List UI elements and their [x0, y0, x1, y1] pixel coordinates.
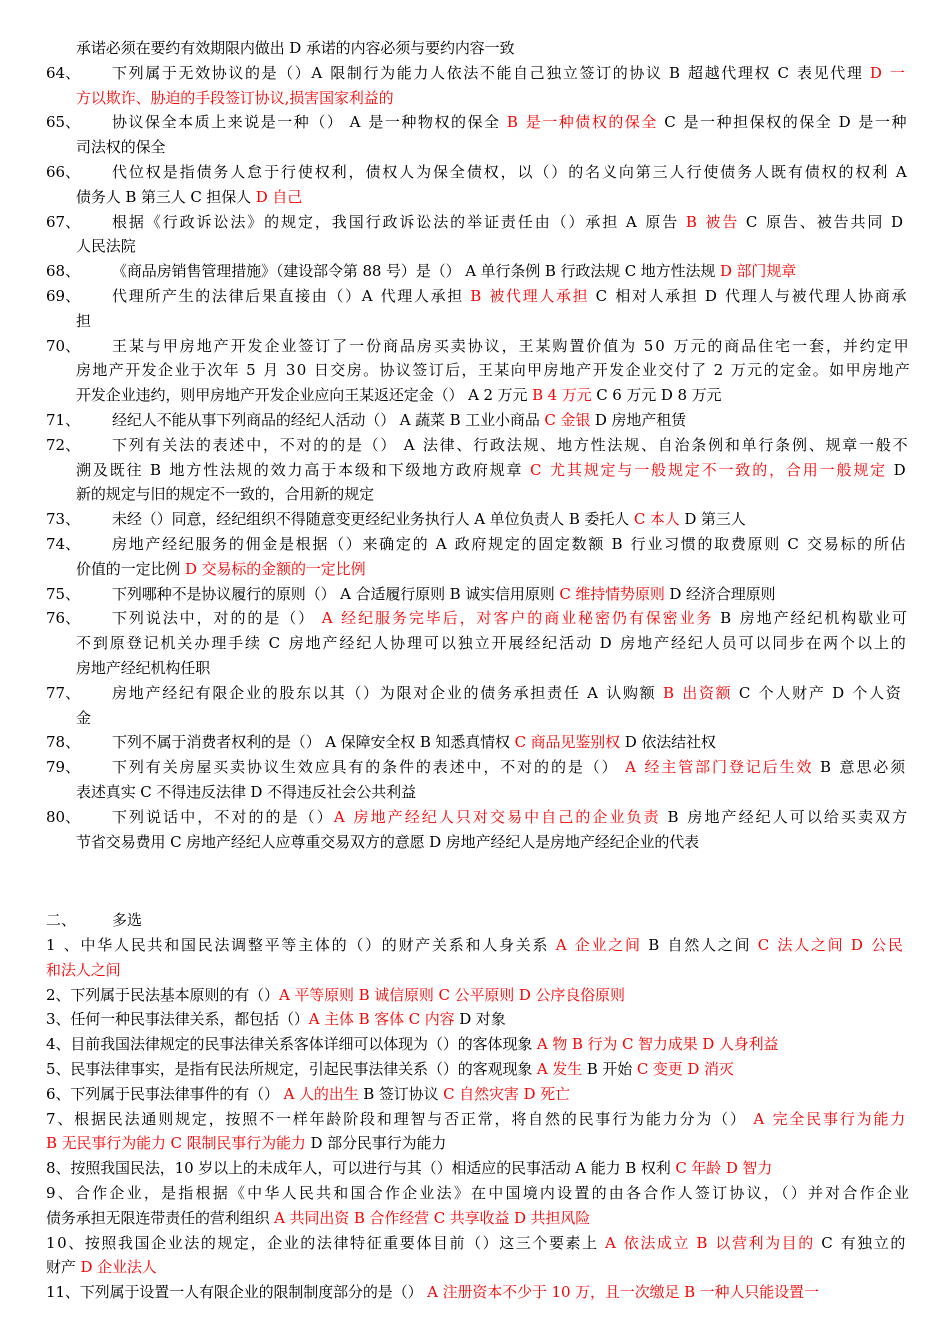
question-line: [112, 806, 909, 828]
question-line: [76, 87, 394, 109]
answer-text: A 注册资本不少于 10 万，且一次缴足 B 一种人只能设置一: [427, 1283, 819, 1302]
answer-text: A 经主管部门登记后生效: [625, 758, 814, 777]
question-text: 人民法院: [76, 237, 136, 256]
question-line: [76, 459, 908, 481]
answer-text: C 金银: [544, 411, 591, 429]
multi-question-line: [46, 1232, 907, 1254]
multi-question-line: [46, 1207, 590, 1229]
question-line: [112, 211, 905, 233]
question-text: 下列属于无效协议的是（）A 限制行为能力人依法不能自己独立签订的协议 B 超越代理权 C 表见代理: [112, 63, 870, 82]
question-number: 69、: [46, 287, 81, 305]
answer-text: D 公序良俗原则: [518, 985, 625, 1004]
answer-text: C 年龄 D 智力: [675, 1159, 773, 1178]
question-number: 64、: [46, 63, 81, 82]
answer-text: C 商品见鉴别权: [514, 733, 621, 752]
question-text: 房地产经纪机构任职: [76, 659, 211, 677]
question-line: [76, 781, 416, 803]
question-text: B 自然人之间: [641, 936, 758, 954]
question-text: 王某与甲房地产开发企业签订了一份商品房买卖协议，王某购置价值为 50 万元的商品住宅一套，并约定甲: [112, 336, 911, 355]
question-line: [76, 707, 91, 729]
section-number: 二、: [46, 911, 77, 929]
answer-text: B 无民事行为能力 C 限制民事行为能力: [46, 1134, 306, 1153]
answer-text: D 自己: [255, 187, 303, 206]
question-number: 79、: [46, 758, 81, 777]
question-text: 5、民事法律事实，是指有民法所规定，引起民事法律关系（）的客观现象: [46, 1060, 537, 1078]
question-number: 67、: [46, 212, 81, 231]
multi-question-line: [46, 1008, 506, 1030]
question-text: 承诺必须在要约有效期限内做出 D 承诺的内容必须与要约内容一致: [76, 39, 515, 57]
question-line: [76, 136, 165, 158]
question-text: 2、下列属于民法基本原则的有（）: [46, 985, 279, 1004]
question-line: [112, 583, 775, 605]
multi-question-line: [46, 1256, 157, 1278]
answer-text: D 公民: [850, 936, 905, 954]
question-text: 1 、中华人民共和国民法调整平等主体的（）的财产关系和人身关系: [46, 936, 556, 954]
multi-question-line: [46, 1281, 819, 1303]
question-text: 3、任何一种民事法律关系，都包括（）: [46, 1010, 309, 1029]
question-text: C 是一种担保权的保全 D 是一种: [657, 113, 909, 132]
question-text: 房地产经纪服务的佣金是根据（）来确定的 A 政府规定的固定数额 B 行业习惯的取费原则 C 交易标的所佔: [112, 535, 908, 553]
question-number: 70、: [46, 336, 81, 355]
question-text: 下列说法中，对的的是（）: [112, 609, 322, 628]
question-line: [112, 111, 908, 133]
question-text: 下列有关法的表述中，不对的的是（） A 法律、行政法规、地方性法规、自治条例和单行条例、规章一般不: [112, 435, 910, 454]
question-text: 未经（）同意，经纪组织不得随意变更经纪业务执行人 A 单位负责人 B 委托人: [112, 510, 634, 529]
multi-question-line: [46, 1083, 570, 1105]
question-number: 71、: [46, 411, 81, 429]
question-text: 债务人 B 第三人 C 担保人: [76, 187, 256, 206]
question-text: 担: [76, 311, 91, 330]
answer-text: B 诚信原则: [358, 985, 434, 1004]
multi-question-line: [46, 1058, 734, 1080]
question-text: 根据《行政诉讼法》的规定，我国行政诉讼法的举证责任由（）承担 A 原告: [112, 212, 686, 231]
question-line: [112, 409, 686, 431]
question-text: 财产: [46, 1258, 81, 1277]
question-text: 协议保全本质上来说是一种（） A 是一种物权的保全: [112, 113, 507, 132]
question-line: [76, 384, 721, 406]
answer-text: A 房地产经纪人只对交易中自己的企业负责: [333, 807, 661, 826]
question-text: 9、合作企业，是指根据《中华人民共和国合作企业法》在中国境内设置的由各合作人签订协议，（）并对合作企业: [46, 1184, 912, 1202]
question-number: 72、: [46, 435, 81, 454]
question-text: 代位权是指债务人怠于行使权利，债权人为保全债权，以（）的名义向第三人行使债务人既有债权的权利 A: [112, 163, 909, 181]
question-number: 80、: [46, 807, 81, 826]
answer-text: C 本人: [633, 510, 680, 529]
multi-question-line: [46, 1182, 911, 1204]
answer-text: C 变更: [636, 1060, 683, 1078]
question-line: [76, 359, 911, 381]
multi-question-line: [46, 1157, 772, 1179]
question-text: B 开始: [582, 1060, 637, 1078]
answer-text: D 企业法人: [80, 1258, 157, 1277]
answer-text: A 发生: [536, 1060, 583, 1078]
question-line: [112, 260, 796, 282]
answer-text: A 主体 B 客体 C 内容: [308, 1010, 455, 1029]
question-text: B 签订协议: [358, 1084, 444, 1103]
question-line: [76, 310, 91, 332]
question-line: [112, 533, 907, 555]
question-number: 76、: [46, 609, 81, 628]
multi-question-line: [46, 959, 121, 981]
question-text: 新的规定与旧的规定不一致的，合用新的规定: [76, 485, 375, 504]
question-number: 77、: [46, 683, 81, 702]
answer-text: B 被告: [685, 212, 740, 231]
question-text: C 个人财产 D 个人资: [732, 683, 903, 702]
question-line: [112, 607, 909, 629]
question-text: 下列哪种不是协议履行的原则（） A 合适履行原则 B 诚实信用原则: [112, 584, 560, 603]
answer-text: B 出资额: [662, 683, 733, 702]
question-text: 司法权的保全: [76, 138, 166, 157]
multi-question-line: [46, 984, 625, 1006]
answer-text: A 共同出资 B 合作经营 C 共享收益 D 共担风险: [274, 1208, 591, 1227]
question-text: B 房地产经纪人可以给买卖双方: [660, 807, 910, 826]
question-text: 债务承担无限连带责任的营利组织: [46, 1208, 275, 1227]
question-number: 75、: [46, 584, 81, 603]
question-text: 6、下列属于民事法律事件的有（）: [46, 1084, 284, 1103]
answer-text: A 经纪服务完毕后，对客户的商业秘密仍有保密业务: [321, 609, 714, 628]
answer-text: 方以欺诈、胁迫的手段签订协议,损害国家利益的: [76, 88, 394, 107]
question-text: D 依法结社权: [620, 733, 716, 752]
question-line: [112, 682, 903, 704]
answer-text: C 公平原则: [438, 985, 515, 1004]
question-line: [112, 161, 909, 183]
question-text: 表述真实 C 不得违反法律 D 不得违反社会公共利益: [76, 783, 416, 801]
question-line: [76, 235, 136, 257]
question-line: [76, 186, 302, 208]
question-text: D 对象: [454, 1010, 506, 1029]
question-text: 11、下列属于设置一人有限企业的限制制度部分的是（）: [46, 1283, 428, 1302]
answer-text: A 完全民事行为能力: [753, 1109, 908, 1128]
question-text: D 第三人: [679, 510, 746, 529]
question-text: C 原告、被告共同 D: [739, 212, 905, 231]
question-line: [112, 62, 907, 84]
section-title: 多选: [112, 911, 143, 929]
question-number: 73、: [46, 510, 81, 529]
question-line: [112, 434, 909, 456]
question-text: C 相对人承担 D 代理人与被代理人协商承: [589, 287, 909, 305]
answer-text: C 法人之间: [757, 936, 845, 954]
question-text: C 有独立的: [814, 1233, 907, 1252]
question-line: [76, 831, 699, 853]
question-line: [76, 483, 374, 505]
question-text: 房地产经纪有限企业的股东以其（）为限对企业的债务承担责任 A 认购额: [112, 683, 663, 702]
question-number: 78、: [46, 733, 81, 752]
multi-question-line: [46, 1108, 907, 1130]
answer-text: D 消灭: [687, 1060, 734, 1078]
question-text: B 房地产经纪机构歇业可: [713, 609, 909, 628]
question-text: D 房地产租赁: [590, 411, 687, 429]
answer-text: 和法人之间: [46, 960, 121, 979]
question-text: 房地产开发企业于次年 5 月 30 日交房。协议签订后，王某向甲房地产开发企业交付了 2 万元的定金。如甲房地产: [76, 361, 912, 380]
question-text: C 6 万元 D 8 万元: [591, 386, 722, 405]
question-text: 节省交易费用 C 房地产经纪人应尊重交易双方的意愿 D 房地产经纪人是房地产经纪企业的代表: [76, 832, 700, 851]
answer-text: A 人的出生: [283, 1084, 359, 1103]
answer-text: D 交易标的金额的一定比例: [184, 559, 366, 578]
question-text: 下列不属于消费者权利的是（） A 保障安全权 B 知悉真情权: [112, 733, 515, 752]
question-text: D: [887, 460, 908, 479]
question-line: [112, 731, 716, 753]
question-text: B 意思必须: [813, 758, 908, 777]
question-text: D 经济合理原则: [664, 584, 776, 603]
question-number: 68、: [46, 262, 81, 281]
question-text: 8、按照我国民法，10 岁以上的未成年人，可以进行与其（）相适应的民事活动 A 能力 B 权利: [46, 1159, 676, 1178]
question-text: 4、目前我国法律规定的民事法律关系客体详细可以体现为（）的客体现象: [46, 1035, 537, 1054]
multi-question-line: [46, 1033, 778, 1055]
multi-question-line: [46, 1132, 446, 1154]
question-text: 开发企业违约，则甲房地产开发企业应向王某返还定金（） A 2 万元: [76, 386, 533, 405]
multi-question-line: [46, 934, 905, 956]
question-number: 66、: [46, 163, 81, 181]
question-text: 下列说话中，不对的的是（）: [112, 807, 334, 826]
answer-text: C 尤其规定与一般规定不一致的，合用一般规定: [530, 460, 888, 479]
question-line: [112, 335, 911, 357]
question-text: 溯及既往 B 地方性法规的效力高于本级和下级地方政府规章: [76, 460, 531, 479]
question-text: 金: [76, 708, 91, 727]
question-text: 不到原登记机关办理手续 C 房地产经纪人协理可以独立开展经纪活动 D 房地产经纪人员可以同步在两个以上的: [76, 634, 908, 653]
question-line: [76, 558, 365, 580]
question-text: 下列有关房屋买卖协议生效应具有的条件的表述中，不对的的是（）: [112, 758, 626, 777]
answer-text: A 企业之间: [555, 936, 642, 954]
answer-text: B 被代理人承担: [470, 287, 590, 305]
question-text: D 部分民事行为能力: [305, 1134, 447, 1153]
question-number: 65、: [46, 113, 81, 132]
question-text: 10、按照我国企业法的规定，企业的法律特征重要体目前（）这三个要素上: [46, 1233, 606, 1252]
question-text: 7、根据民法通则规定，按照不一样年龄阶段和理智与否正常，将自然的民事行为能力分为（）: [46, 1109, 754, 1128]
question-line: [112, 508, 746, 530]
question-text: 代理所产生的法律后果直接由（）A 代理人承担: [112, 287, 471, 305]
question-text: 经纪人不能从事下列商品的经纪人活动（） A 蔬菜 B 工业小商品: [112, 411, 545, 429]
answer-text: C 维持情势原则: [559, 584, 665, 603]
question-line: [76, 632, 908, 654]
question-line: [76, 37, 514, 59]
question-line: [76, 657, 210, 679]
question-text: 《商品房销售管理措施》（建设部令第 88 号）是（） A 单行条例 B 行政法规 C 地方性法规: [112, 262, 720, 281]
question-line: [112, 285, 908, 307]
question-line: [112, 756, 907, 778]
answer-text: A 物 B 行为 C 智力成果 D 人身利益: [536, 1035, 779, 1054]
answer-text: A 平等原则: [278, 985, 354, 1004]
answer-text: A 依法成立 B 以营利为目的: [605, 1233, 815, 1252]
answer-text: D 部门规章: [719, 262, 797, 281]
answer-text: D 一: [869, 63, 907, 82]
answer-text: C 自然灾害 D 死亡: [443, 1084, 570, 1103]
answer-text: B 是一种债权的保全: [506, 113, 658, 132]
question-text: 价值的一定比例: [76, 559, 185, 578]
answer-text: B 4 万元: [532, 386, 592, 405]
question-number: 74、: [46, 535, 81, 553]
